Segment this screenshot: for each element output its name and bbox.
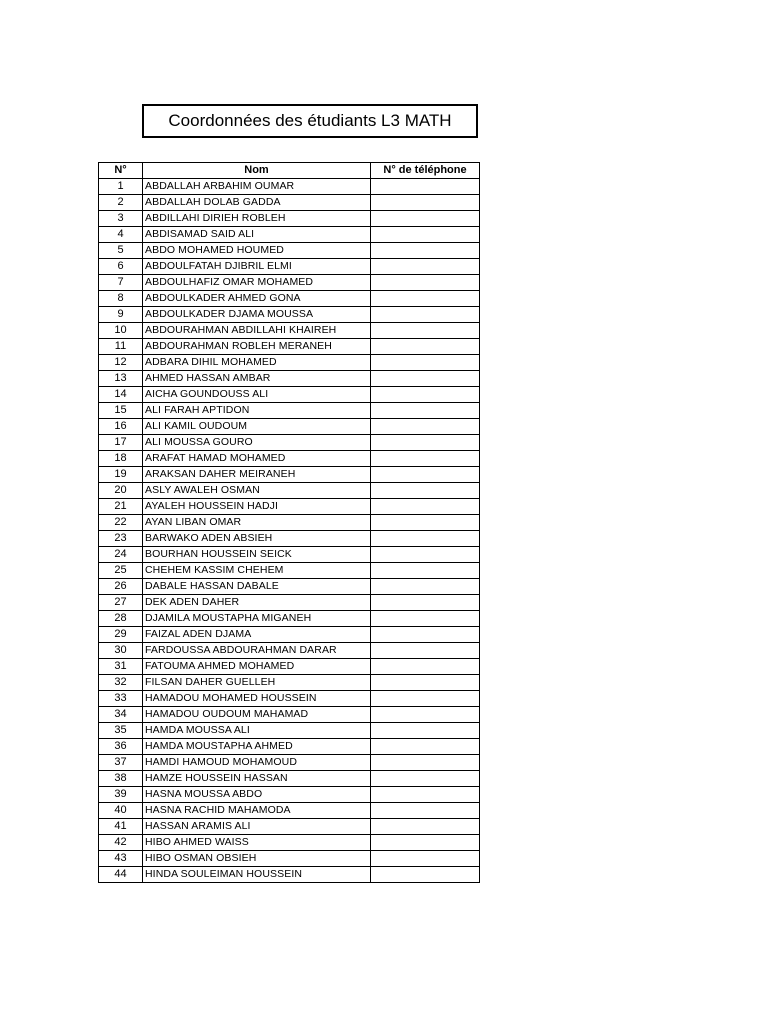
row-number-cell: 23 — [99, 531, 143, 547]
row-number-cell: 12 — [99, 355, 143, 371]
row-number-cell: 39 — [99, 787, 143, 803]
phone-number-cell — [371, 627, 480, 643]
row-number-cell: 41 — [99, 819, 143, 835]
phone-number-cell — [371, 275, 480, 291]
row-number-cell: 2 — [99, 195, 143, 211]
table-row — [99, 659, 480, 675]
header-number: N° — [99, 163, 143, 179]
student-name-cell: ABDILLAHI DIRIEH ROBLEH — [143, 211, 371, 227]
student-name-cell: ADBARA DIHIL MOHAMED — [143, 355, 371, 371]
row-number-cell: 33 — [99, 691, 143, 707]
row-number-cell: 25 — [99, 563, 143, 579]
table-row — [99, 435, 480, 451]
student-name-cell: ABDOULKADER AHMED GONA — [143, 291, 371, 307]
student-name-cell: AYALEH HOUSSEIN HADJI — [143, 499, 371, 515]
student-name-cell: AHMED HASSAN AMBAR — [143, 371, 371, 387]
student-name-cell: BARWAKO ADEN ABSIEH — [143, 531, 371, 547]
table-row — [99, 451, 480, 467]
phone-number-cell — [371, 659, 480, 675]
row-number-cell: 14 — [99, 387, 143, 403]
phone-number-cell — [371, 643, 480, 659]
table-row — [99, 739, 480, 755]
student-name-cell: HAMZE HOUSSEIN HASSAN — [143, 771, 371, 787]
header-name: Nom — [143, 163, 371, 179]
table-row — [99, 755, 480, 771]
table-row — [99, 515, 480, 531]
student-name-cell: CHEHEM KASSIM CHEHEM — [143, 563, 371, 579]
table-row — [99, 307, 480, 323]
table-row — [99, 371, 480, 387]
student-name-cell: DJAMILA MOUSTAPHA MIGANEH — [143, 611, 371, 627]
student-name-cell: ABDALLAH ARBAHIM OUMAR — [143, 179, 371, 195]
row-number-cell: 26 — [99, 579, 143, 595]
row-number-cell: 44 — [99, 867, 143, 883]
table-row — [99, 787, 480, 803]
phone-number-cell — [371, 867, 480, 883]
phone-number-cell — [371, 707, 480, 723]
phone-number-cell — [371, 355, 480, 371]
table-row — [99, 803, 480, 819]
student-name-cell: ALI MOUSSA GOURO — [143, 435, 371, 451]
student-name-cell: HAMADOU OUDOUM MAHAMAD — [143, 707, 371, 723]
student-name-cell: HASSAN ARAMIS ALI — [143, 819, 371, 835]
phone-number-cell — [371, 531, 480, 547]
table-row — [99, 259, 480, 275]
table-row — [99, 547, 480, 563]
phone-number-cell — [371, 739, 480, 755]
row-number-cell: 27 — [99, 595, 143, 611]
table-body — [99, 179, 480, 883]
phone-number-cell — [371, 803, 480, 819]
table-row — [99, 851, 480, 867]
row-number-cell: 22 — [99, 515, 143, 531]
table-row — [99, 627, 480, 643]
student-name-cell: ABDOURAHMAN ROBLEH MERANEH — [143, 339, 371, 355]
phone-number-cell — [371, 675, 480, 691]
table-row — [99, 867, 480, 883]
phone-number-cell — [371, 483, 480, 499]
row-number-cell: 7 — [99, 275, 143, 291]
table-row — [99, 707, 480, 723]
phone-number-cell — [371, 451, 480, 467]
student-name-cell: ABDO MOHAMED HOUMED — [143, 243, 371, 259]
student-name-cell: HIBO OSMAN OBSIEH — [143, 851, 371, 867]
table-row — [99, 403, 480, 419]
phone-number-cell — [371, 211, 480, 227]
row-number-cell: 32 — [99, 675, 143, 691]
student-name-cell: HASNA RACHID MAHAMODA — [143, 803, 371, 819]
table-row — [99, 179, 480, 195]
row-number-cell: 18 — [99, 451, 143, 467]
phone-number-cell — [371, 323, 480, 339]
row-number-cell: 11 — [99, 339, 143, 355]
row-number-cell: 43 — [99, 851, 143, 867]
table-row — [99, 611, 480, 627]
document-title-box — [142, 104, 478, 138]
table-row — [99, 467, 480, 483]
phone-number-cell — [371, 787, 480, 803]
row-number-cell: 35 — [99, 723, 143, 739]
student-name-cell: HAMDI HAMOUD MOHAMOUD — [143, 755, 371, 771]
student-name-cell: HAMADOU MOHAMED HOUSSEIN — [143, 691, 371, 707]
row-number-cell: 3 — [99, 211, 143, 227]
phone-number-cell — [371, 291, 480, 307]
header-phone: N° de téléphone — [371, 163, 480, 179]
table-row — [99, 419, 480, 435]
table-row — [99, 227, 480, 243]
row-number-cell: 8 — [99, 291, 143, 307]
header-row — [99, 163, 480, 179]
student-name-cell: ALI FARAH APTIDON — [143, 403, 371, 419]
row-number-cell: 13 — [99, 371, 143, 387]
row-number-cell: 20 — [99, 483, 143, 499]
row-number-cell: 38 — [99, 771, 143, 787]
row-number-cell: 42 — [99, 835, 143, 851]
student-name-cell: ALI KAMIL OUDOUM — [143, 419, 371, 435]
student-name-cell: ABDOULFATAH DJIBRIL ELMI — [143, 259, 371, 275]
student-name-cell: ABDALLAH DOLAB GADDA — [143, 195, 371, 211]
phone-number-cell — [371, 819, 480, 835]
phone-number-cell — [371, 403, 480, 419]
student-name-cell: FATOUMA AHMED MOHAMED — [143, 659, 371, 675]
phone-number-cell — [371, 547, 480, 563]
student-name-cell: DEK ADEN DAHER — [143, 595, 371, 611]
table-row — [99, 323, 480, 339]
row-number-cell: 40 — [99, 803, 143, 819]
table-row — [99, 243, 480, 259]
row-number-cell: 5 — [99, 243, 143, 259]
row-number-cell: 28 — [99, 611, 143, 627]
table-row — [99, 771, 480, 787]
table-row — [99, 563, 480, 579]
student-name-cell: ABDOULKADER DJAMA MOUSSA — [143, 307, 371, 323]
row-number-cell: 29 — [99, 627, 143, 643]
table-row — [99, 339, 480, 355]
phone-number-cell — [371, 563, 480, 579]
student-name-cell: HASNA MOUSSA ABDO — [143, 787, 371, 803]
table-row — [99, 835, 480, 851]
row-number-cell: 21 — [99, 499, 143, 515]
table-row — [99, 595, 480, 611]
phone-number-cell — [371, 499, 480, 515]
table-header — [99, 163, 480, 179]
table-row — [99, 211, 480, 227]
phone-number-cell — [371, 851, 480, 867]
table-row — [99, 499, 480, 515]
student-name-cell: ARAKSAN DAHER MEIRANEH — [143, 467, 371, 483]
student-name-cell: BOURHAN HOUSSEIN SEICK — [143, 547, 371, 563]
phone-number-cell — [371, 835, 480, 851]
student-name-cell: ARAFAT HAMAD MOHAMED — [143, 451, 371, 467]
student-name-cell: HAMDA MOUSSA ALI — [143, 723, 371, 739]
table-row — [99, 275, 480, 291]
row-number-cell: 6 — [99, 259, 143, 275]
document-title: Coordonnées des étudiants L3 MATH — [168, 111, 452, 130]
table-row — [99, 483, 480, 499]
phone-number-cell — [371, 467, 480, 483]
phone-number-cell — [371, 243, 480, 259]
student-name-cell: HINDA SOULEIMAN HOUSSEIN — [143, 867, 371, 883]
phone-number-cell — [371, 195, 480, 211]
table-row — [99, 643, 480, 659]
row-number-cell: 4 — [99, 227, 143, 243]
table-row — [99, 195, 480, 211]
phone-number-cell — [371, 691, 480, 707]
table-row — [99, 355, 480, 371]
row-number-cell: 37 — [99, 755, 143, 771]
phone-number-cell — [371, 307, 480, 323]
phone-number-cell — [371, 179, 480, 195]
phone-number-cell — [371, 723, 480, 739]
student-name-cell: ABDOULHAFIZ OMAR MOHAMED — [143, 275, 371, 291]
row-number-cell: 17 — [99, 435, 143, 451]
row-number-cell: 1 — [99, 179, 143, 195]
table-row — [99, 387, 480, 403]
row-number-cell: 16 — [99, 419, 143, 435]
phone-number-cell — [371, 515, 480, 531]
phone-number-cell — [371, 435, 480, 451]
student-name-cell: AYAN LIBAN OMAR — [143, 515, 371, 531]
student-name-cell: ABDISAMAD SAID ALI — [143, 227, 371, 243]
phone-number-cell — [371, 579, 480, 595]
phone-number-cell — [371, 339, 480, 355]
row-number-cell: 24 — [99, 547, 143, 563]
phone-number-cell — [371, 371, 480, 387]
student-name-cell: HAMDA MOUSTAPHA AHMED — [143, 739, 371, 755]
student-name-cell: FILSAN DAHER GUELLEH — [143, 675, 371, 691]
student-name-cell: FAIZAL ADEN DJAMA — [143, 627, 371, 643]
row-number-cell: 36 — [99, 739, 143, 755]
table-row — [99, 291, 480, 307]
table-row — [99, 723, 480, 739]
table-row — [99, 531, 480, 547]
row-number-cell: 9 — [99, 307, 143, 323]
row-number-cell: 10 — [99, 323, 143, 339]
row-number-cell: 15 — [99, 403, 143, 419]
student-contact-table — [98, 162, 480, 883]
student-name-cell: FARDOUSSA ABDOURAHMAN DARAR — [143, 643, 371, 659]
student-name-cell: DABALE HASSAN DABALE — [143, 579, 371, 595]
phone-number-cell — [371, 755, 480, 771]
table-row — [99, 675, 480, 691]
table-row — [99, 691, 480, 707]
phone-number-cell — [371, 387, 480, 403]
phone-number-cell — [371, 595, 480, 611]
phone-number-cell — [371, 259, 480, 275]
row-number-cell: 30 — [99, 643, 143, 659]
table-row — [99, 819, 480, 835]
row-number-cell: 19 — [99, 467, 143, 483]
row-number-cell: 34 — [99, 707, 143, 723]
phone-number-cell — [371, 771, 480, 787]
student-name-cell: ASLY AWALEH OSMAN — [143, 483, 371, 499]
student-name-cell: HIBO AHMED WAISS — [143, 835, 371, 851]
phone-number-cell — [371, 611, 480, 627]
student-name-cell: AICHA GOUNDOUSS ALI — [143, 387, 371, 403]
student-name-cell: ABDOURAHMAN ABDILLAHI KHAIREH — [143, 323, 371, 339]
table-row — [99, 579, 480, 595]
row-number-cell: 31 — [99, 659, 143, 675]
phone-number-cell — [371, 227, 480, 243]
phone-number-cell — [371, 419, 480, 435]
